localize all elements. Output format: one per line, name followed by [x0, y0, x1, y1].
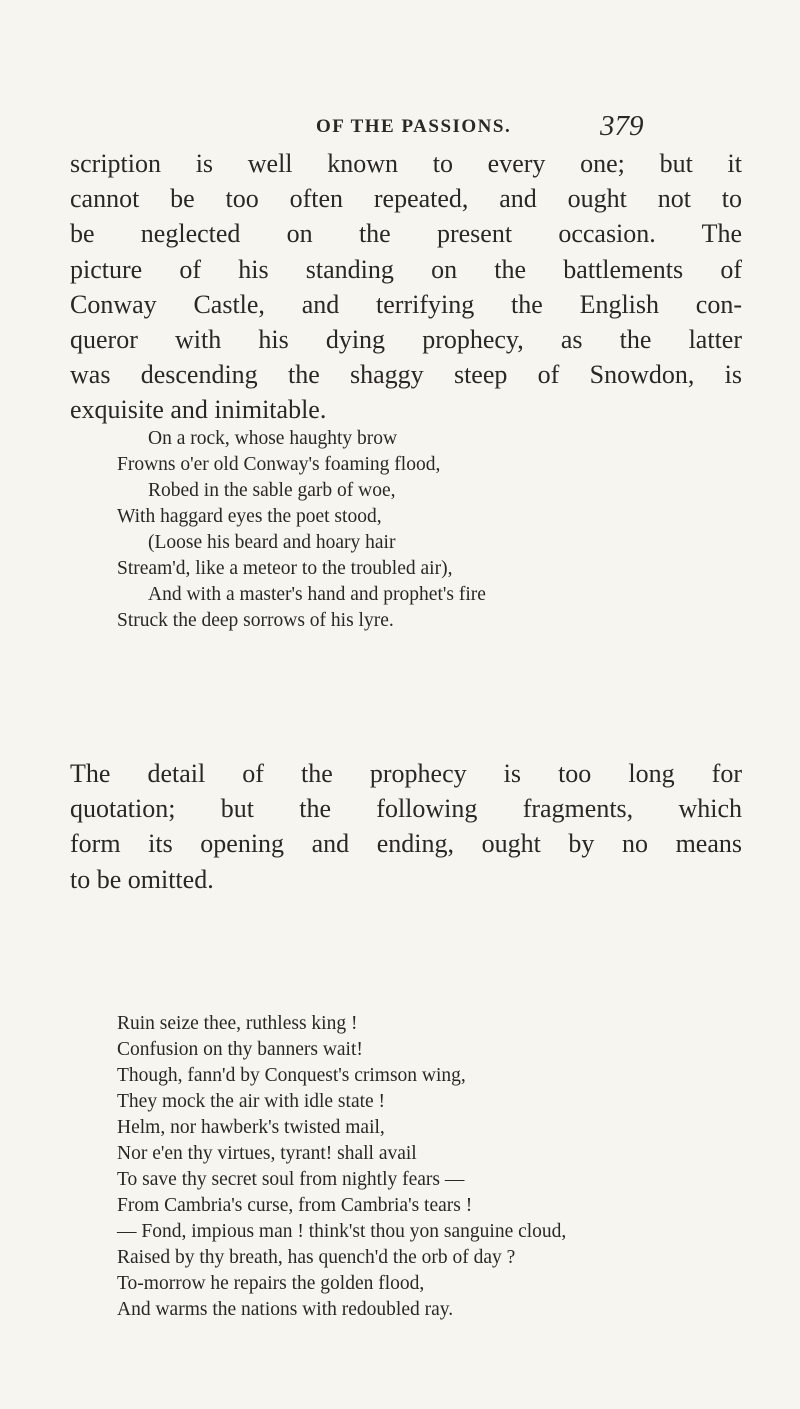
verse-line: They mock the air with idle state !	[117, 1091, 386, 1112]
paragraph-line: be neglected on the present occasion. The	[70, 219, 742, 249]
verse-line: To-morrow he repairs the golden flood,	[117, 1273, 425, 1294]
verse-line: Stream'd, like a meteor to the troubled air),	[117, 558, 453, 579]
paragraph-line: queror with his dying prophecy, as the latter	[70, 325, 742, 355]
verse-line: Struck the deep sorrows of his lyre.	[117, 610, 394, 631]
paragraph-line: exquisite and inimitable.	[70, 395, 327, 425]
running-head	[0, 110, 800, 150]
verse-line: Raised by thy breath, has quench'd the orb of day ?	[117, 1247, 516, 1268]
paragraph-line: cannot be too often repeated, and ought not to	[70, 184, 742, 214]
running-title: OF THE PASSIONS.	[316, 116, 512, 137]
paragraph-line: picture of his standing on the battlements of	[70, 254, 742, 284]
verse-line: Confusion on thy banners wait!	[117, 1039, 363, 1060]
paragraph-line: The detail of the prophecy is too long for	[70, 759, 742, 788]
verse-line: Nor e'en thy virtues, tyrant! shall avail	[117, 1143, 417, 1164]
verse-line: (Loose his beard and hoary hair	[148, 532, 396, 553]
paragraph-line: form its opening and ending, ought by no means	[70, 829, 742, 859]
paragraph-line: Conway Castle, and terrifying the English con-	[70, 289, 742, 319]
verse-line: Helm, nor hawberk's twisted mail,	[117, 1117, 385, 1138]
verse-line: To save thy secret soul from nightly fears —	[117, 1169, 465, 1190]
paragraph-line: quotation; but the following fragments, which	[70, 794, 742, 824]
verse-line: — Fond, impious man ! think'st thou yon sanguine cloud,	[117, 1221, 567, 1242]
verse-ruin	[117, 1011, 566, 1323]
verse-line: And warms the nations with redoubled ray.	[117, 1299, 454, 1320]
verse-line: On a rock, whose haughty brow	[148, 428, 398, 449]
verse-line: With haggard eyes the poet stood,	[117, 506, 382, 527]
verse-line: Ruin seize thee, ruthless king !	[117, 1013, 358, 1034]
paragraph-line: to be omitted.	[70, 864, 214, 894]
paragraph-line: was descending the shaggy steep of Snowdon, is	[70, 360, 742, 390]
verse-line: From Cambria's curse, from Cambria's tears !	[117, 1195, 473, 1216]
verse-line: Frowns o'er old Conway's foaming flood,	[117, 454, 441, 475]
paragraph-scription	[70, 146, 742, 428]
paragraph-line: scription is well known to every one; but it	[70, 149, 742, 178]
verse-line: Though, fann'd by Conquest's crimson wing,	[117, 1065, 466, 1086]
verse-conway	[0, 426, 486, 634]
page-number: 379	[600, 110, 644, 142]
verse-line: And with a master's hand and prophet's fire	[148, 584, 486, 605]
paragraph-detail	[70, 756, 742, 897]
verse-line: Robed in the sable garb of woe,	[148, 480, 396, 501]
